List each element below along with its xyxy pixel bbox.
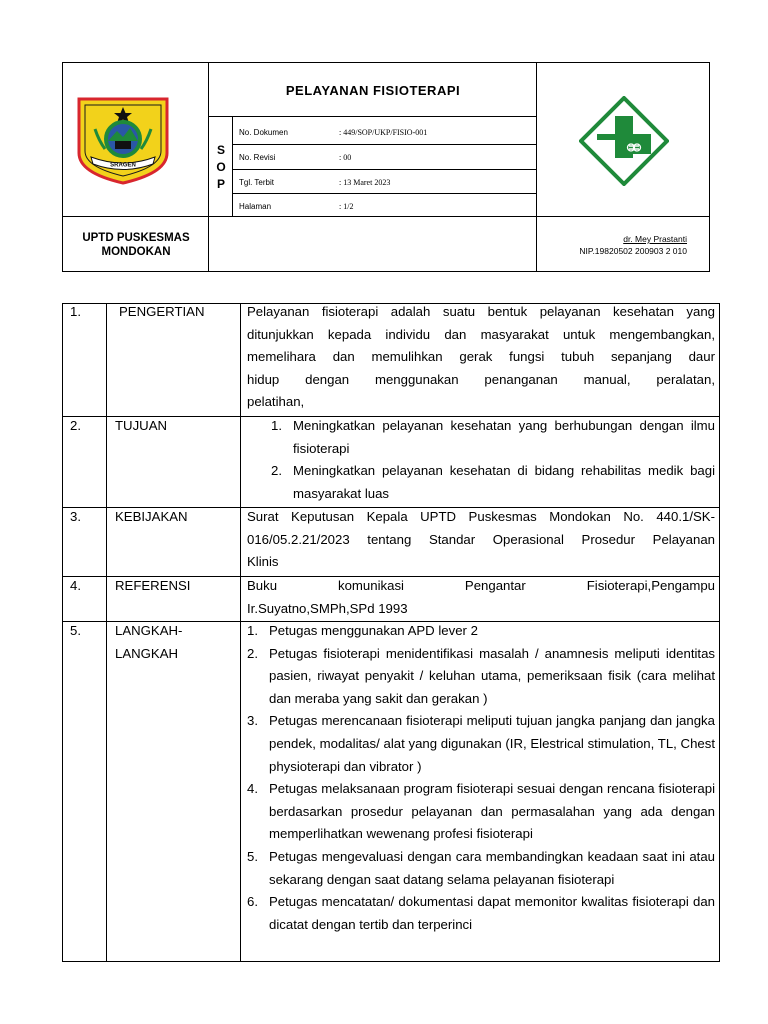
signature-block <box>537 217 711 273</box>
meta-row-issue-date <box>233 170 537 194</box>
body-line: Buku komunikasi Pengantar Fisioterapi,Pengampu <box>247 578 715 593</box>
list-text: Petugas merencanaan fisioterapi meliputi tujuan jangka panjang dan jangka pendek, modalitas/ alat yang digunakan (IR, Elestrical stimulation, TL, Chest physioterapi dan vibrator ) <box>269 713 715 774</box>
section-body <box>247 301 715 414</box>
list-item <box>247 643 715 711</box>
meta-label: Tgl. Terbit <box>239 177 274 187</box>
sop-content-table <box>62 303 720 962</box>
list-text: Petugas fisioterapi menidentifikasi masalah / anamnesis meliputi identitas pasien, riwayat penyakit / keluhan utama, pemeriksaan fisik (cara melihat dan meraba yang sakit dan gerakan ) <box>269 645 715 706</box>
sop-vertical-label <box>209 117 233 217</box>
list-item <box>247 620 715 643</box>
body-line: Klinis <box>247 554 279 570</box>
body-line: memelihara dan memulihkan gerak fungsi tubuh sepanjang daur <box>247 349 715 365</box>
section-number: 4. <box>70 578 81 593</box>
list-number: 1. <box>271 418 282 433</box>
regency-emblem-logo <box>75 95 171 190</box>
svg-text:SRAGEN: SRAGEN <box>110 162 136 169</box>
organization-name <box>63 217 209 273</box>
section-label: KEBIJAKAN <box>115 509 188 524</box>
list-item <box>247 846 715 891</box>
section-body <box>247 415 715 505</box>
sop-letter: P <box>216 176 225 191</box>
list-text: Petugas menggunakan APD lever 2 <box>269 623 478 638</box>
section-body <box>247 506 715 574</box>
body-line: hidup dengan menggunakan penanganan manual, peralatan, <box>247 371 715 387</box>
list-number: 5. <box>247 848 258 864</box>
section-number: 2. <box>70 418 81 433</box>
body-line: ditunjukkan kepada individu dan masyarakat untuk mengembangkan, <box>247 326 715 342</box>
body-line: Pelayanan fisioterapi adalah suatu bentuk pelayanan kesehatan yang <box>247 304 715 319</box>
list-item <box>247 891 715 936</box>
section-body <box>247 620 715 936</box>
section-label-line: LANGKAH- <box>115 623 183 638</box>
list-number: 2. <box>247 645 258 661</box>
body-line: pelatihan, <box>247 394 305 410</box>
list-text: Meningkatkan pelayanan kesehatan di bidang rehabilitas medik bagi masyarakat luas <box>293 463 715 501</box>
organization-line: UPTD PUSKESMAS <box>82 232 190 244</box>
list-number: 3. <box>247 713 258 729</box>
meta-label: No. Revisi <box>239 152 276 162</box>
list-text: Petugas mencatatan/ dokumentasi dapat memonitor kwalitas fisioterapi dan dicatat dengan tertib dan terperinci <box>269 894 715 932</box>
section-number: 1. <box>70 304 81 319</box>
section-number: 5. <box>70 623 81 638</box>
meta-value: : 449/SOP/UKP/FISIO-001 <box>339 127 428 137</box>
section-number: 3. <box>70 509 81 524</box>
meta-value: : 00 <box>339 152 352 162</box>
list-number: 4. <box>247 781 258 797</box>
meta-row-page <box>233 194 537 218</box>
section-label-line: LANGKAH <box>115 645 179 661</box>
list-item <box>247 710 715 778</box>
body-line: Surat Keputusan Kepala UPTD Puskesmas Mondokan No. 440.1/SK- <box>247 509 715 524</box>
list-text: Petugas mengevaluasi dengan cara membandingkan keadaan saat ini atau sekarang dengan saat datang selama pelayanan fisioterapi <box>269 848 715 887</box>
meta-value: : 13 Maret 2023 <box>339 177 391 187</box>
list-text: Meningkatkan pelayanan kesehatan yang berhubungan dengan ilmu fisioterapi <box>293 418 715 456</box>
sop-letter: S <box>216 142 225 157</box>
document-title: PELAYANAN FISIOTERAPI <box>285 82 461 98</box>
list-item <box>247 415 715 460</box>
signer-name: dr. Mey Prastanti <box>623 234 687 244</box>
puskesmas-logo <box>579 96 669 191</box>
body-line: Ir.Suyatno,SMPh,SPd 1993 <box>247 600 408 616</box>
section-label: TUJUAN <box>115 418 168 433</box>
section-pengertian <box>63 301 719 418</box>
sop-header-table <box>62 62 710 272</box>
meta-row-document-number <box>233 120 537 144</box>
list-item <box>247 460 715 505</box>
section-label: REFERENSI <box>115 578 191 593</box>
section-label: PENGERTIAN <box>119 304 205 319</box>
meta-label: No. Dokumen <box>239 127 288 137</box>
body-line: 016/05.2.21/2023 tentang Standar Operasional Prosedur Pelayanan <box>247 531 715 547</box>
meta-value: : 1/2 <box>339 201 354 211</box>
meta-row-revision <box>233 145 537 169</box>
list-text: Petugas melaksanaan program fisioterapi sesuai dengan rencana fisioterapi berdasarkan prosedur pelayanan dan permasalahan yang ada dengan memperlihatkan wewenang profesi fisioterapi <box>269 781 715 842</box>
list-number: 6. <box>247 894 258 910</box>
signer-nip: NIP.19820502 200903 2 010 <box>579 246 687 256</box>
list-number: 1. <box>247 623 258 638</box>
meta-label: Halaman <box>239 201 272 211</box>
section-label <box>115 620 240 665</box>
organization-line: MONDOKAN <box>101 246 171 258</box>
section-body <box>247 575 715 620</box>
list-number: 2. <box>271 463 282 479</box>
sop-letter: O <box>216 159 226 174</box>
list-item <box>247 778 715 846</box>
